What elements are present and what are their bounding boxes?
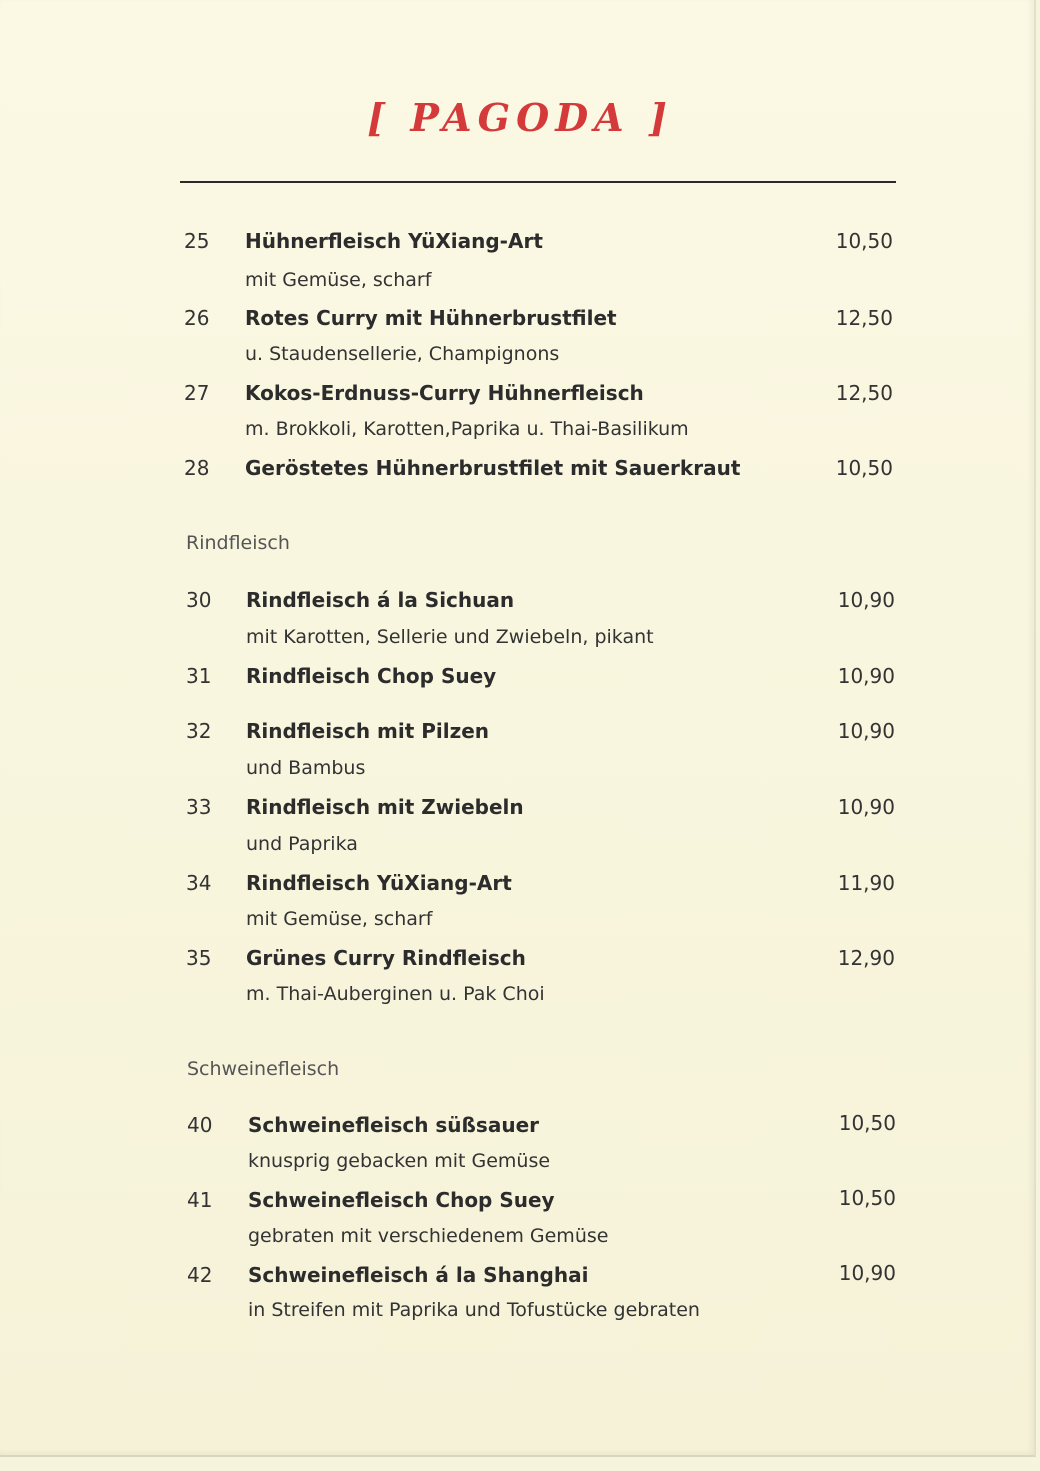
item-description: mit Karotten, Sellerie und Zwiebeln, pikant	[246, 626, 654, 648]
item-number: 27	[184, 381, 210, 405]
item-number: 34	[186, 871, 212, 895]
item-number: 42	[187, 1263, 213, 1287]
item-price: 10,50	[838, 1111, 896, 1135]
item-description: in Streifen mit Paprika und Tofustücke gebraten	[248, 1299, 700, 1321]
item-name: Rindfleisch mit Zwiebeln	[246, 795, 524, 819]
item-number: 30	[186, 588, 212, 612]
item-description: m. Brokkoli, Karotten,Paprika u. Thai-Basilikum	[245, 418, 689, 440]
item-price: 10,90	[837, 588, 895, 612]
item-description: m. Thai-Auberginen u. Pak Choi	[246, 983, 545, 1005]
restaurant-logo: [ PAGODA ]	[367, 95, 673, 140]
item-price: 12,50	[835, 381, 893, 405]
item-price: 12,50	[835, 306, 893, 330]
item-name: Grünes Curry Rindfleisch	[246, 946, 526, 970]
item-name: Rindfleisch Chop Suey	[246, 664, 497, 688]
item-number: 26	[184, 306, 210, 330]
section-heading-schweinefleisch: Schweinefleisch	[187, 1058, 340, 1080]
item-name: Rindfleisch á la Sichuan	[246, 588, 515, 612]
item-number: 28	[184, 456, 210, 480]
item-description: gebraten mit verschiedenem Gemüse	[248, 1225, 609, 1247]
item-price: 10,50	[838, 1186, 896, 1210]
section-heading-rindfleisch: Rindfleisch	[186, 532, 290, 554]
item-number: 32	[186, 719, 212, 743]
item-price: 10,90	[838, 1261, 896, 1285]
item-description: knusprig gebacken mit Gemüse	[248, 1150, 551, 1172]
item-price: 12,90	[837, 946, 895, 970]
item-name: Geröstetes Hühnerbrustfilet mit Sauerkraut	[245, 456, 741, 480]
item-name: Schweinefleisch Chop Suey	[248, 1188, 555, 1212]
item-price: 10,50	[835, 456, 893, 480]
item-number: 33	[186, 795, 212, 819]
item-name: Rindfleisch mit Pilzen	[246, 719, 490, 743]
item-name: Schweinefleisch süßsauer	[248, 1113, 539, 1137]
item-number: 35	[186, 946, 212, 970]
item-price: 10,90	[837, 664, 895, 688]
item-name: Rindfleisch YüXiang-Art	[246, 871, 512, 895]
item-price: 10,90	[837, 719, 895, 743]
item-number: 40	[187, 1113, 213, 1137]
item-name: Kokos-Erdnuss-Curry Hühnerfleisch	[245, 381, 644, 405]
item-price: 10,50	[835, 229, 893, 253]
item-name: Schweinefleisch á la Shanghai	[248, 1263, 589, 1287]
item-name: Rotes Curry mit Hühnerbrustfilet	[245, 306, 617, 330]
item-description: u. Staudensellerie, Champignons	[245, 343, 560, 365]
item-price: 10,90	[837, 795, 895, 819]
item-name: Hühnerfleisch YüXiang-Art	[245, 229, 543, 253]
item-number: 41	[187, 1188, 213, 1212]
header-divider	[180, 181, 896, 183]
item-description: mit Gemüse, scharf	[246, 908, 433, 930]
item-description: und Paprika	[246, 833, 358, 855]
item-price: 11,90	[837, 871, 895, 895]
item-description: mit Gemüse, scharf	[245, 269, 432, 291]
item-number: 25	[184, 229, 210, 253]
item-number: 31	[186, 664, 212, 688]
item-description: und Bambus	[246, 757, 366, 779]
